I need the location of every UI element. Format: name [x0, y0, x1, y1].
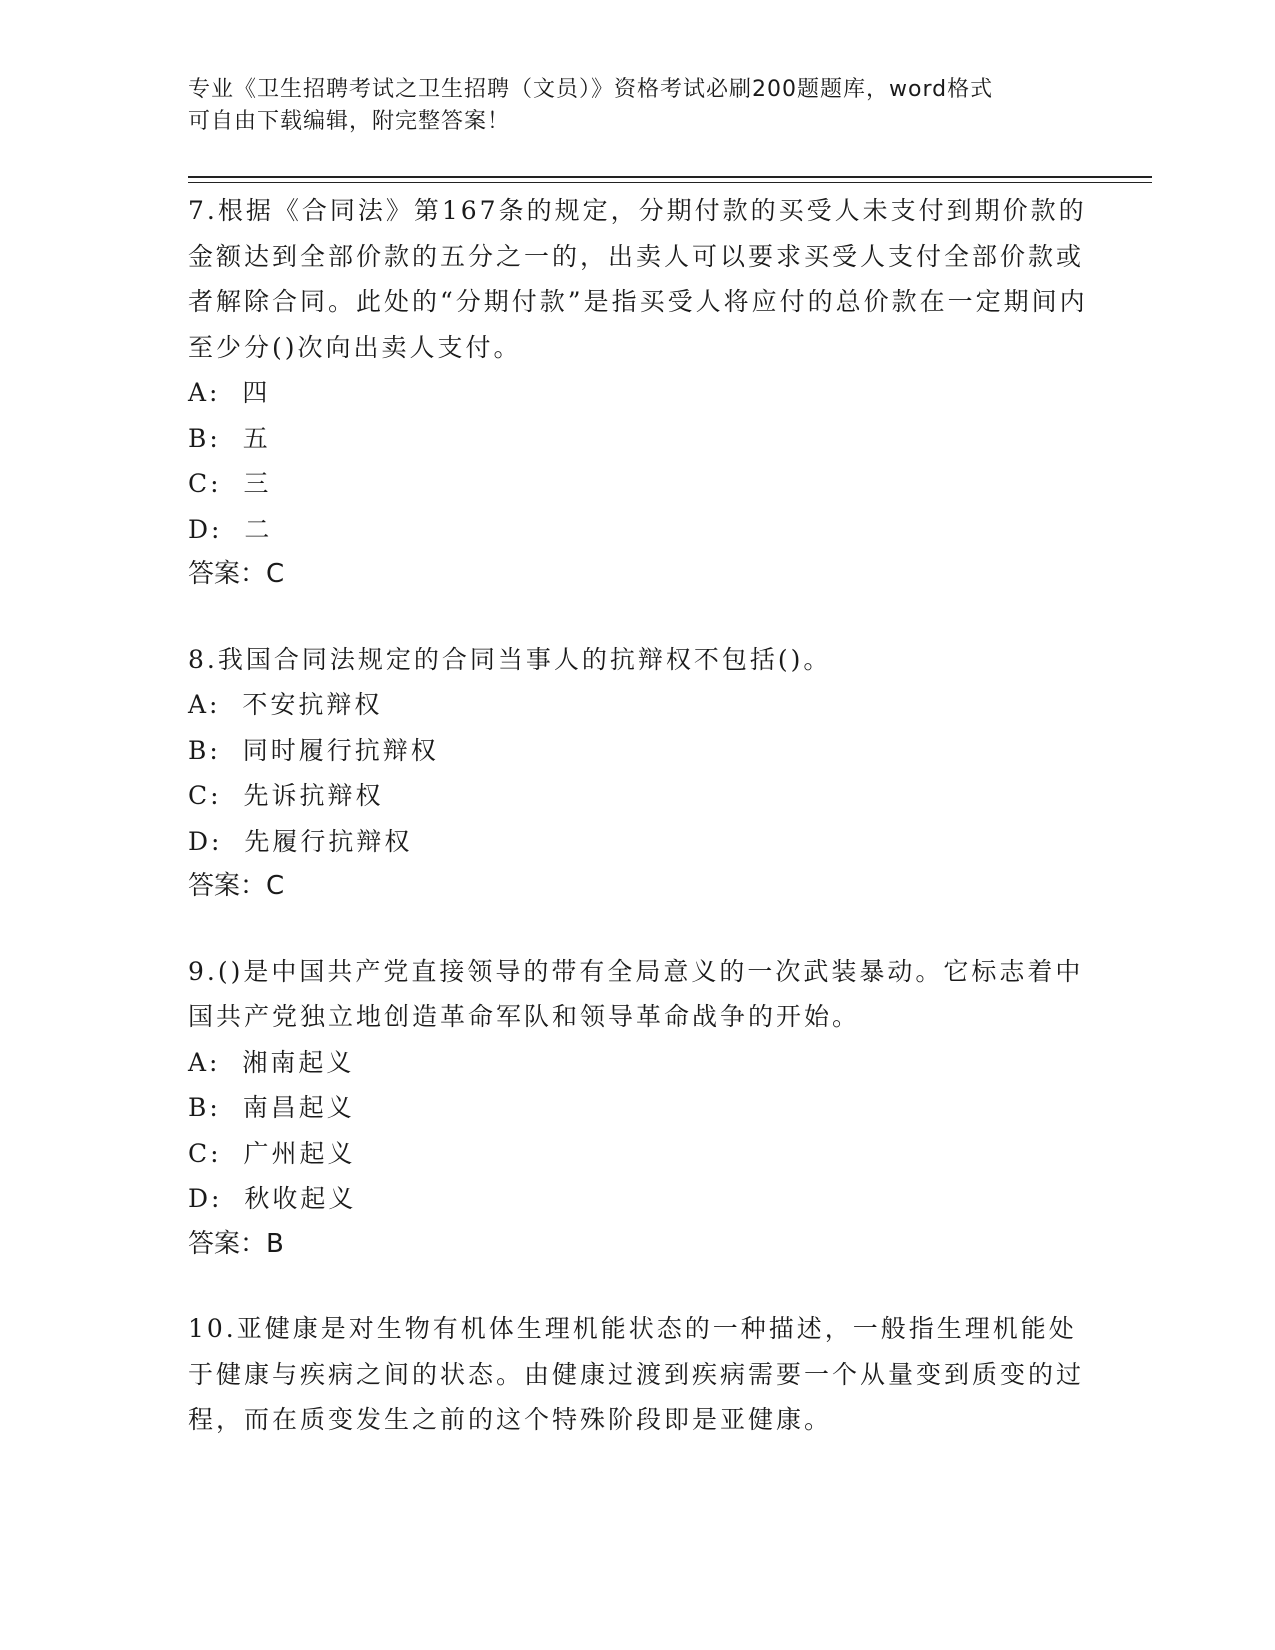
option-a: A: 不安抗辩权: [188, 690, 383, 719]
answer-line: 答案：C: [188, 871, 285, 901]
question-stem: 8.我国合同法规定的合同当事人的抗辩权不包括()。: [188, 644, 832, 674]
option-a: A: 四: [188, 378, 271, 407]
document-header: 专业《卫生招聘考试之卫生招聘（文员）》资格考试必刷200题题库，word格式 可自由下载编辑，附完整答案！: [188, 77, 994, 134]
question-9: [188, 949, 1088, 1268]
answer-line: 答案：B: [188, 1228, 284, 1259]
option-c: C: 三: [188, 469, 272, 498]
header-divider-thick: [188, 176, 1152, 178]
option-c: C: 先诉抗辩权: [188, 781, 384, 810]
question-10: [188, 1306, 1088, 1443]
question-list: [188, 188, 1088, 1482]
option-d: D: 先履行抗辩权: [188, 826, 413, 856]
option-c: C: 广州起义: [188, 1138, 356, 1168]
question-8: [188, 637, 1088, 910]
option-a: A: 湘南起义: [188, 1047, 355, 1077]
answer-line: 答案：C: [188, 559, 285, 589]
question-7: [188, 188, 1088, 598]
option-d: D: 二: [188, 514, 273, 544]
header-divider-thin: [188, 182, 1152, 183]
option-b: B: 五: [188, 423, 271, 453]
question-stem: 7.根据《合同法》第167条的规定，分期付款的买受人未支付到期价款的金额达到全部价款的五分之一的，出卖人可以要求买受人支付全部价款或者解除合同。此处的“分期付款”是指买受人将应付的总价款在一定期间内至少分()次向出卖人支付。: [188, 196, 1088, 362]
question-stem: 10.亚健康是对生物有机体生理机能状态的一种描述，一般指生理机能处于健康与疾病之间的状态。由健康过渡到疾病需要一个从量变到质变的过程，而在质变发生之前的这个特殊阶段即是亚健康。: [188, 1314, 1085, 1434]
question-stem: 9.()是中国共产党直接领导的带有全局意义的一次武装暴动。它标志着中国共产党独立地创造革命军队和领导革命战争的开始。: [188, 956, 1084, 1031]
option-b: B: 南昌起义: [188, 1093, 355, 1122]
option-b: B: 同时履行抗辩权: [188, 735, 439, 765]
option-d: D: 秋收起义: [188, 1184, 357, 1213]
